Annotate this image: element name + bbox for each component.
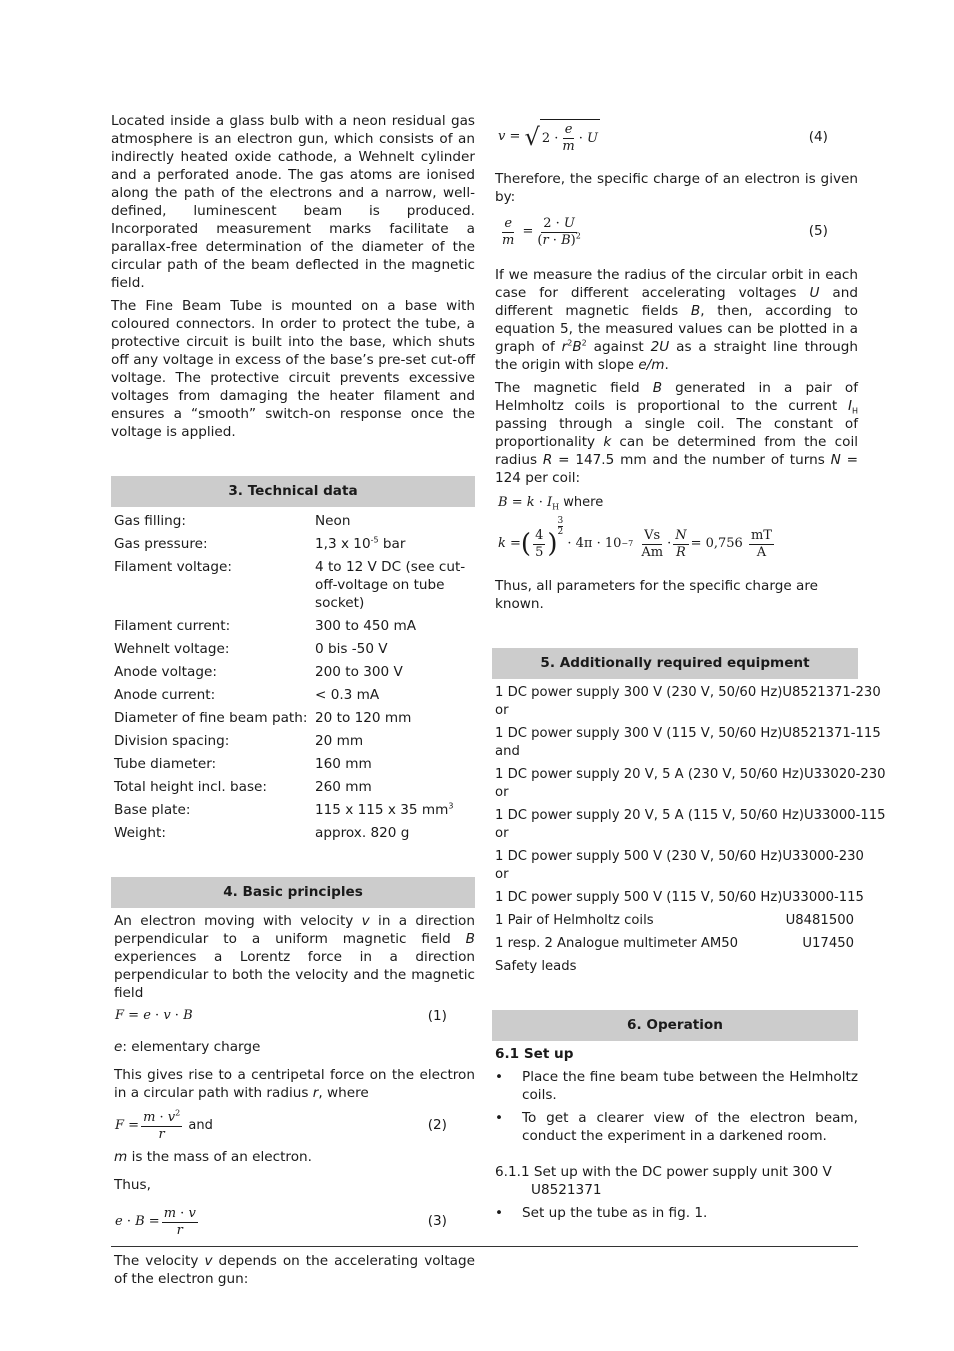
equipment-list: [492, 684, 886, 976]
equipment-code: U33020-230: [804, 767, 886, 782]
spec-value: 260 mm: [315, 779, 372, 795]
spec-value: 115 x 115 x 35 $mm^3$: [315, 801, 454, 818]
equation-1: F = e · v · B (1): [115, 1008, 447, 1024]
list-item: • To get a clearer view of the electron beam, conduct the experiment in a darkened room.: [495, 1110, 858, 1144]
equipment-code: U17450: [802, 936, 854, 951]
spec-label: Division spacing:: [114, 733, 230, 749]
section-heading-basic-principles: 4. Basic principles: [111, 877, 475, 908]
equipment-connector: or: [495, 826, 509, 841]
table-row: [111, 663, 475, 681]
e-definition: e: elementary charge: [114, 1039, 261, 1055]
list-item: [492, 848, 864, 866]
spec-label: Anode current:: [114, 687, 216, 703]
equipment-connector: or: [495, 703, 509, 718]
equipment-code: U33000-115: [782, 890, 864, 905]
equipment-connector: or: [495, 785, 509, 800]
table-row: [111, 824, 475, 842]
basics-paragraph-3: The velocity v depends on the accelerating voltage of the electron gun:: [114, 1253, 475, 1287]
table-row: [111, 801, 475, 819]
spec-value: 20 mm: [315, 733, 364, 749]
spec-value: 1,3 x $10^{-5}$ bar: [315, 535, 406, 552]
spec-label: Weight:: [114, 825, 166, 841]
equipment-name: 1 Pair of Helmholtz coils: [495, 913, 654, 928]
spec-value: 20 to 120 mm: [315, 710, 412, 726]
spec-value: 300 to 450 mA: [315, 618, 417, 634]
equipment-code: U8481500: [785, 913, 854, 928]
spec-value: 0 bis -50 V: [315, 641, 388, 657]
equipment-code: U8521371-230: [782, 685, 881, 700]
table-row: [111, 686, 475, 704]
intro-paragraph-1: Located inside a glass bulb with a neon residual gas atmosphere is an electron gun, which consists of an indirectly heated oxide cathode, a Wehnelt cylinder and a perforated anode. The gas atoms are ionised along the path of the electrons and a narrow, well-defined, luminescent beam is produced. Incorporated measurement marks facilitate a parallax-free determination of the diameter of the circular path of the beam deflected in the magnetic field.: [111, 113, 475, 291]
equipment-code: U8521371-115: [782, 726, 881, 741]
equipment-name: 1 resp. 2 Analogue multimeter AM50: [495, 936, 739, 951]
table-row: [111, 512, 475, 530]
list-item: [492, 725, 881, 743]
table-row: [111, 558, 475, 612]
basics-paragraph-1: An electron moving with velocity v in a direction perpendicular to a uniform magnetic field B experiences a Lorentz force in a direction perpendicular to both the velocity and the magnetic field: [114, 913, 475, 1001]
equipment-name: 1 DC power supply 20 V, 5 A (115 V, 50/60 Hz): [495, 808, 804, 823]
list-item: • Set up the tube as in fig. 1.: [495, 1205, 708, 1221]
section-heading-operation: 6. Operation: [492, 1010, 858, 1041]
spec-value: 4 to 12 V DC (see cut-off-voltage on tube socket): [315, 559, 466, 611]
spec-label: Gas filling:: [114, 513, 186, 529]
table-row: [111, 640, 475, 658]
list-item: • Place the fine beam tube between the Helmholtz coils.: [495, 1069, 858, 1103]
list-item: [492, 935, 858, 953]
spec-label: Diameter of fine beam path:: [114, 710, 308, 726]
spec-label: Total height incl. base:: [114, 779, 267, 795]
table-row: [111, 732, 475, 750]
equipment-name: 1 DC power supply 300 V (115 V, 50/60 Hz): [495, 726, 783, 741]
subsection-set-up: 6.1 Set up: [495, 1046, 574, 1062]
spec-label: Filament voltage:: [114, 559, 232, 575]
footer-divider: [111, 1246, 858, 1247]
technical-data-table: [111, 512, 475, 842]
equation-4: v = √ 2 · $\frac{e}{m}$ · U (4): [492, 112, 858, 162]
equipment-name: 1 DC power supply 20 V, 5 A (230 V, 50/60 Hz): [495, 767, 804, 782]
table-row: [111, 535, 475, 553]
equipment-connector: or: [495, 867, 509, 882]
left-column: [111, 112, 475, 1288]
equipment-name: 1 DC power supply 500 V (230 V, 50/60 Hz): [495, 849, 783, 864]
list-item: [492, 807, 886, 825]
equation-3: e · B = $\frac{m \cdot v}{r}$ (3): [115, 1205, 447, 1238]
equipment-connector: and: [495, 744, 520, 759]
parameters-known-text: Thus, all parameters for the specific charge are known.: [495, 578, 819, 612]
spec-label: Tube diameter:: [114, 756, 217, 772]
right-column: [492, 112, 886, 1222]
equation-k: k = ( $\frac{4}{5}$ ) 3 2 · 4π · 10 −7 $\frac{Vs}{Am}$ · $\frac{N}{R}$ = 0,756 $\frac{mT}{A}$: [498, 515, 772, 560]
table-row: [111, 617, 475, 635]
table-row: [111, 778, 475, 796]
intro-paragraph-2: The Fine Beam Tube is mounted on a base with coloured connectors. In order to protect the tube, a protective circuit is built into the base, which shuts off any voltage in excess of the base’s pre-set cut-off voltage. The protective circuit prevents excessive voltages from damaging the heater filament and ensures a “smooth” switch-on response once the voltage is applied.: [111, 298, 475, 440]
spec-value: Neon: [315, 513, 351, 529]
table-row: [111, 755, 475, 773]
equipment-code: U33000-230: [782, 849, 864, 864]
basics-paragraph-2: This gives rise to a centripetal force on the electron in a circular path with radius r, where: [114, 1067, 475, 1101]
equation-5: $\frac{e}{m}$ = $\frac{2 \cdot U}{(r \cdot B)^2}$ (5): [502, 215, 828, 248]
table-row: [111, 709, 475, 727]
specific-charge-text: Therefore, the specific charge of an electron is given by:: [495, 171, 858, 205]
spec-value: 160 mm: [315, 756, 372, 772]
list-item: [492, 684, 881, 702]
section-heading-technical-data: 3. Technical data: [111, 476, 475, 507]
thus-text: Thus,: [114, 1177, 151, 1193]
subsection-6-1-1: 6.1.1 Set up with the DC power supply unit 300 V U8521371: [495, 1164, 832, 1198]
spec-label: Filament current:: [114, 618, 231, 634]
equation-b-field: $B = k \cdot I_H$ where: [498, 495, 604, 512]
spec-value: < 0.3 mA: [315, 687, 380, 703]
section-heading-equipment: 5. Additionally required equipment: [492, 648, 858, 679]
equipment-name: 1 DC power supply 300 V (230 V, 50/60 Hz): [495, 685, 783, 700]
spec-value: approx. 820 g: [315, 825, 410, 841]
field-paragraph: The magnetic field B generated in a pair of Helmholtz coils is proportional to the current $I_H$ passing through a single coil. The constant of proportionality k can be determined from the coil radius R = 147.5 mm and the number of turns N = 124 per coil:: [495, 380, 859, 486]
spec-label: Base plate:: [114, 802, 191, 818]
list-item: [492, 889, 864, 907]
equipment-name: Safety leads: [495, 959, 577, 974]
list-item: [492, 912, 858, 930]
m-definition: m is the mass of an electron.: [114, 1149, 312, 1165]
spec-label: Gas pressure:: [114, 536, 208, 552]
measure-paragraph: If we measure the radius of the circular orbit in each case for different accelerating voltages U and different magnetic fields B, then, according to equation 5, the measured values can be plotted in a graph of $r^2B^2$ against 2U as a straight line through the origin with slope e/m.: [495, 267, 858, 373]
equipment-code: U33000-115: [804, 808, 886, 823]
spec-label: Wehnelt voltage:: [114, 641, 230, 657]
spec-label: Anode voltage:: [114, 664, 217, 680]
equation-2: F = $\frac{m \cdot v^2}{r}$ and (2): [115, 1108, 447, 1142]
equipment-name: 1 DC power supply 500 V (115 V, 50/60 Hz): [495, 890, 783, 905]
list-item: [492, 766, 886, 784]
list-item: [492, 958, 858, 976]
spec-value: 200 to 300 V: [315, 664, 403, 680]
